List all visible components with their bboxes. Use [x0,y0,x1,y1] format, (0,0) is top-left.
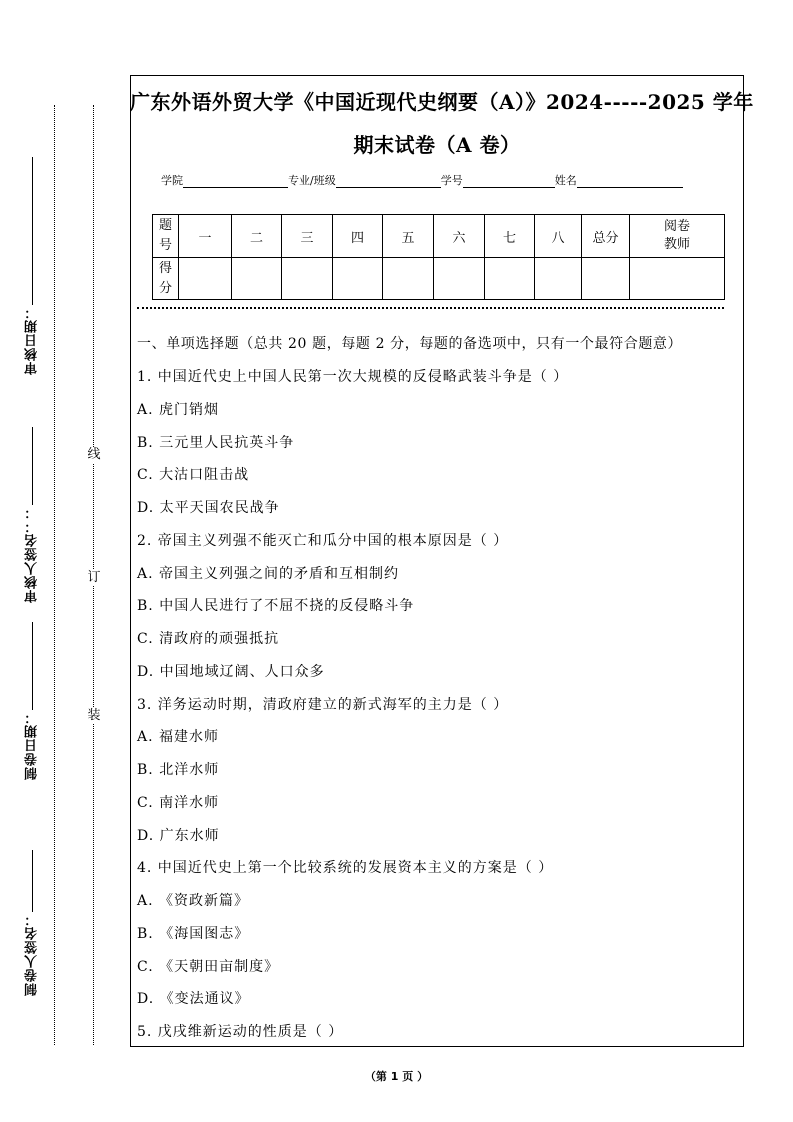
review-date-label: 审核日期： [24,305,40,375]
option: B. 北洋水师 [137,762,220,778]
col-3: 三 [282,215,333,258]
compile-date-line [32,622,33,710]
score-cell[interactable] [485,258,535,300]
option: C. 清政府的顽强抵抗 [137,631,280,647]
question-2: 2. 帝国主义列强不能灭亡和瓜分中国的根本原因是（ ） [137,533,509,549]
option: D. 《变法通议》 [137,991,250,1007]
question-3: 3. 洋务运动时期，清政府建立的新式海军的主力是（ ） [137,697,509,713]
reviewer-header: 阅卷 教师 [630,215,725,258]
name-input[interactable] [577,175,683,188]
score-cell[interactable] [383,258,434,300]
score-table [152,214,725,300]
college-input[interactable] [183,175,288,188]
review-date-line [32,157,33,305]
section-title: 一、单项选择题（总共 20 题，每题 2 分，每题的备选项中，只有一个最符合题意） [137,336,683,352]
major-class-label: 专业/班级 [288,174,336,187]
exam-subtitle: 期末试卷（A 卷） [353,133,521,157]
col-2: 二 [232,215,282,258]
col-7: 七 [485,215,535,258]
student-info-row [161,172,683,188]
page-footer: （第 1 页 ） [364,1070,429,1083]
question-number-header: 题 号 [153,215,179,258]
col-6: 六 [434,215,485,258]
option: B. 中国人民进行了不屈不挠的反侵略斗争 [137,598,415,614]
reviewer-cell[interactable] [630,258,725,300]
college-label: 学院 [161,174,183,187]
option: A. 虎门销烟 [137,402,220,418]
option: B. 三元里人民抗英斗争 [137,435,295,451]
option: C. 《天朝田亩制度》 [137,959,280,975]
score-row-header: 得 分 [153,258,179,300]
option: C. 大沽口阻击战 [137,467,250,483]
option: A. 帝国主义列强之间的矛盾和互相制约 [137,566,400,582]
seal-char-xian: 线 [87,447,101,462]
major-class-input[interactable] [336,175,441,188]
reviewer-signature-field [14,425,50,603]
question-4: 4. 中国近代史上第一个比较系统的发展资本主义的方案是（ ） [137,860,554,876]
compile-date-label: 制卷日期： [24,710,40,780]
compile-date-field [14,620,50,780]
outer-dotted-line [54,105,55,1045]
question-1: 1. 中国近代史上中国人民第一次大规模的反侵略武装斗争是（ ） [137,369,569,385]
option: D. 广东水师 [137,828,220,844]
reviewer-signature-label: 审核人签名：： [24,505,40,603]
score-cell[interactable] [333,258,383,300]
option: B. 《海国图志》 [137,926,250,942]
option: D. 太平天国农民战争 [137,500,280,516]
score-cell[interactable] [434,258,485,300]
option: D. 中国地域辽阔、人口众多 [137,664,325,680]
student-id-label: 学号 [440,174,463,187]
score-cell[interactable] [282,258,333,300]
score-cell-total[interactable] [582,258,630,300]
col-5: 五 [383,215,434,258]
col-4: 四 [333,215,383,258]
option: A. 《资政新篇》 [137,893,250,909]
reviewer-signature-line [32,427,33,505]
option: A. 福建水师 [137,729,220,745]
compiler-signature-field [14,848,50,996]
score-cell[interactable] [535,258,582,300]
seal-char-zhuang: 装 [87,708,101,723]
col-1: 一 [179,215,232,258]
col-total: 总分 [582,215,630,258]
name-label: 姓名 [554,174,577,187]
review-date-field [14,155,50,375]
exam-title: 广东外语外贸大学《中国近现代史纲要（A）》2024-----2025 学年 [130,90,754,114]
compiler-signature-line [32,850,33,912]
compiler-signature-label: 制卷人签名： [24,912,40,996]
dotted-separator [137,307,724,309]
col-8: 八 [535,215,582,258]
question-5: 5. 戊戌维新运动的性质是（ ） [137,1024,344,1040]
seal-char-ding: 订 [87,570,101,585]
option: C. 南洋水师 [137,795,220,811]
score-cell[interactable] [179,258,232,300]
student-id-input[interactable] [463,175,555,188]
score-cell[interactable] [232,258,282,300]
